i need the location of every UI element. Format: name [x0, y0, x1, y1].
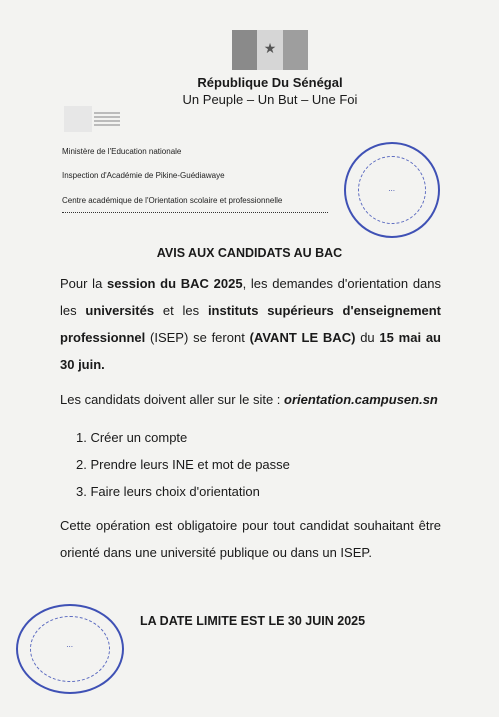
list-item: 1. Créer un compte: [76, 430, 188, 445]
star-icon: ★: [263, 40, 277, 56]
national-motto: Un Peuple – Un But – Une Foi: [182, 92, 358, 107]
notice-paragraph-2: Cette opération est obligatoire pour tout candidat souhaitant être orienté dans une université publique ou dans un ISEP.: [60, 518, 441, 560]
notice-title: AVIS AUX CANDIDATS AU BAC: [156, 246, 343, 260]
centre-line: Centre académique de l'Orientation scolaire et professionnelle: [62, 196, 283, 205]
republic-title: République Du Sénégal: [197, 75, 343, 90]
ministry-logo-icon: [64, 106, 120, 132]
official-stamp-bottom: [16, 604, 124, 694]
official-stamp-top: [344, 142, 440, 238]
inspection-line: Inspection d'Académie de Pikine-Guédiawaye: [62, 171, 225, 180]
deadline-notice: LA DATE LIMITE EST LE 30 JUIN 2025: [140, 614, 366, 628]
ministry-line: Ministère de l'Education nationale: [62, 147, 182, 156]
stamp-text: ...: [66, 640, 74, 649]
site-line: Les candidats doivent aller sur le site : orientation.campusen.sn: [60, 392, 438, 407]
notice-paragraph-1: Pour la session du BAC 2025, les demandes d'orientation dans les universités et les instituts supérieurs d'enseignement professionnel (ISEP) se feront (AVANT LE BAC) du 15 mai au 30 juin.: [60, 276, 442, 372]
steps-list: [76, 424, 290, 505]
dotted-divider: [62, 212, 328, 213]
site-url: orientation.campusen.sn: [284, 392, 438, 407]
list-item: 2. Prendre leurs INE et mot de passe: [76, 457, 290, 472]
senegal-flag-icon: [232, 30, 308, 70]
stamp-text: ...: [388, 184, 396, 193]
list-item: 3. Faire leurs choix d'orientation: [76, 484, 260, 499]
